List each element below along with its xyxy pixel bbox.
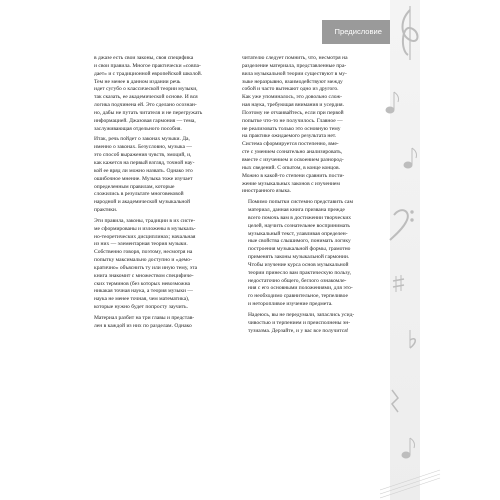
text-line: читателю следует помнить, что, несмотря на xyxy=(242,55,348,61)
text-line: ных сведений. С опытом, в конце концов. xyxy=(242,164,340,171)
paragraph xyxy=(88,218,230,312)
text-line: информацией. Джазовая гармония — тема, xyxy=(94,117,196,124)
text-line: но, дабы не путать читателя и не перегружать xyxy=(94,109,203,116)
text-line: собой и часто вытекают одно из другого. xyxy=(242,86,339,93)
text-line: Эти правила, законы, традиции в их систе- xyxy=(94,217,196,224)
text-line: сложились в результате многовековой xyxy=(94,191,184,198)
text-line: чивостью и терпением и преисполнены эн- xyxy=(248,319,351,326)
text-line: определенным правилам, которые xyxy=(94,183,175,190)
text-line: вила музыкальной теории существуют в му- xyxy=(242,70,347,77)
paragraph xyxy=(88,136,230,214)
text-line: попытке что-то не получилось. Главное — xyxy=(242,117,343,124)
text-line: не реализовать только это основную тему xyxy=(242,125,341,132)
paragraph xyxy=(242,312,384,336)
text-line: вместе с изучением и освоением разнород- xyxy=(242,156,344,163)
text-line: в джазе есть свои законы, своя специфика xyxy=(94,55,194,61)
text-line: ные свойства слышимого, понимать логику xyxy=(248,238,351,245)
section-title: Предисловие xyxy=(334,27,382,36)
text-line: сте с умением сознательно анализировать, xyxy=(242,149,343,156)
text-line: ме сформированы и изложены в музыкаль- xyxy=(94,225,196,232)
text-line: ских терминов (без которых невозможна xyxy=(94,280,190,287)
eighth-note-icon xyxy=(404,148,417,168)
text-line: которые нужно будет попросту заучить. xyxy=(94,304,188,311)
text-line: Поэтому не отчаивайтесь, если при первой xyxy=(242,109,344,116)
text-line: логика подчинена ей. Это сделано осознан- xyxy=(94,102,197,109)
left-text-column xyxy=(88,55,230,334)
text-line: из них — элементарная теория музыки. xyxy=(94,241,188,248)
text-line: всего помочь вам в достижении творческих xyxy=(248,214,352,221)
text-line: целей, научить сознательнее воспринимать xyxy=(248,222,350,229)
text-line: Как уже упоминалось, это довольно слож- xyxy=(242,94,343,101)
text-line: и неторопливое изучение предмета. xyxy=(248,301,333,308)
quarter-rest-icon xyxy=(392,390,398,412)
text-line: применять законы музыкальной гармонии. xyxy=(248,254,350,261)
sharp-icon xyxy=(393,275,404,292)
text-line: Собственно говоря, поэтому, несмотря на xyxy=(94,249,193,256)
paragraph xyxy=(88,55,230,133)
text-line: построения музыкальной формы, грамотно xyxy=(248,246,351,253)
text-line: так сказать, ее академической основе. И вся xyxy=(94,94,198,101)
text-line: но-теоретических дисциплинах; начальная xyxy=(94,233,196,240)
text-line: Можно в какой-то степени сравнить пости- xyxy=(242,172,345,179)
text-line: иностранного языка. xyxy=(242,188,291,195)
text-line: Тем не менее в данном издании речь xyxy=(94,78,181,85)
text-line: недостаточно общего, беглого ознакомле- xyxy=(248,277,347,284)
text-line: наука не менее точная, чем математика), xyxy=(94,296,190,303)
text-line: ошибочное мнение. Музыка тоже изучает xyxy=(94,175,193,182)
text-line: на практике ожидаемого результата нет. xyxy=(242,133,337,140)
text-line: музыкальный текст, улавливая определен- xyxy=(248,230,348,237)
text-line: теории принесло вам практическую пользу, xyxy=(248,269,351,276)
text-line: лен в каждой из них по разделам. Однако xyxy=(94,322,192,329)
text-line: заслуживающая отдельного пособия. xyxy=(94,125,182,132)
flat-icon xyxy=(410,330,415,348)
paragraph xyxy=(88,315,230,331)
text-line: практики. xyxy=(94,207,118,214)
text-line: разделение материала, представленные пра- xyxy=(242,62,347,69)
text-line: Помимо попытки системно представить сам xyxy=(248,199,353,206)
text-line: го необходимо сравнительное, терпеливое xyxy=(248,293,348,300)
treble-clef-icon xyxy=(403,6,418,60)
text-line: ния с его основными положениями, для это- xyxy=(248,285,353,292)
text-line: попытку максимально доступно и «демо- xyxy=(94,257,192,264)
text-line: Система сформируется постепенно, вме- xyxy=(242,141,339,148)
text-line: кратично» объяснить ту или иную тему, эта xyxy=(94,264,198,271)
text-line: ная наука, требующая внимания и усердия. xyxy=(242,102,344,109)
text-line: кой ее вряд ли можно назвать. Однако это xyxy=(94,167,193,174)
bass-clef-icon xyxy=(390,210,413,240)
right-text-column xyxy=(242,55,384,339)
paragraph xyxy=(242,55,384,196)
text-line: дает» и с традиционной европейской школой. xyxy=(94,70,203,77)
music-notes-decoration xyxy=(380,0,500,500)
staff-lines xyxy=(380,470,440,498)
text-line: никакая точная наука, а теория музыки — xyxy=(94,288,193,295)
text-line: именно о законах. Безусловно, музыка — xyxy=(94,144,192,151)
text-line: книга знакомит с множеством специфиче- xyxy=(94,272,194,279)
text-line: как кажется на первый взгляд, точной нау- xyxy=(94,159,195,166)
text-line: народной и академической музыкальной xyxy=(94,199,191,206)
text-line: тузиазма. Дерзайте, и у вас все получится! xyxy=(248,327,349,334)
text-line: и свои правила. Многое практически «совпа- xyxy=(94,62,201,69)
text-line: Материал разбит на три главы и представ- xyxy=(94,315,195,321)
text-line: это способ выражения чувств, эмоций, и, xyxy=(94,152,192,159)
text-line: идет сугубо о классической теории музыки, xyxy=(94,86,198,93)
text-line: зыке неразрывно, взаимодействуют между xyxy=(242,78,343,85)
section-header xyxy=(322,20,390,44)
text-line: жение музыкальных законов с изучением xyxy=(242,180,340,187)
eighth-note-icon xyxy=(386,92,399,113)
eighth-note-icon xyxy=(402,438,415,458)
text-line: Итак, речь пойдет о законах музыки. Да, xyxy=(94,136,190,143)
text-line: Надеюсь, вы не передумали, запаслись усид- xyxy=(248,312,355,318)
paragraph xyxy=(242,199,384,309)
text-line: материал, данная книга призвана прежде xyxy=(248,207,345,214)
text-line: Чтобы изучение курса основ музыкальной xyxy=(248,261,349,268)
